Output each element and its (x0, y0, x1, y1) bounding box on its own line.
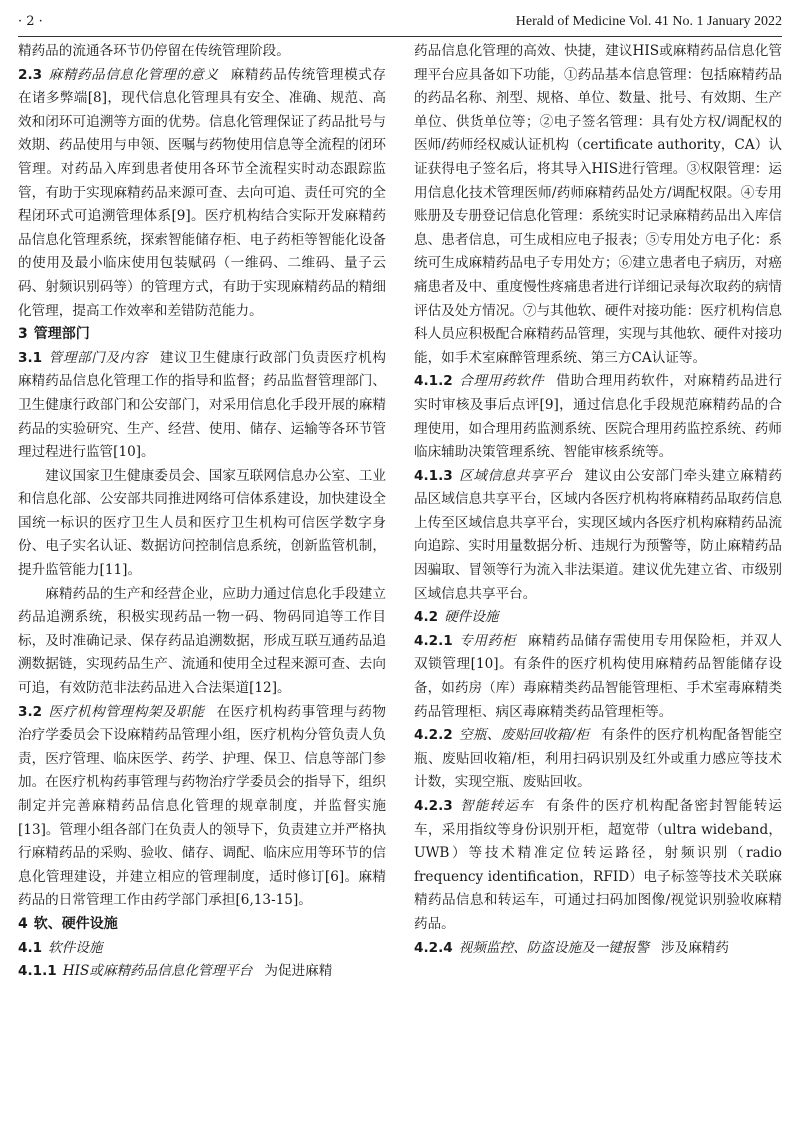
section-heading (18, 323, 386, 347)
subsection-paragraph (18, 701, 386, 913)
subsection-number: 4.2.4 (414, 939, 453, 956)
subsection-title: HIS或麻精药品信息化管理平台 (62, 963, 253, 980)
subsection-paragraph (414, 630, 782, 724)
left-column (18, 40, 386, 984)
subsection-paragraph (414, 465, 782, 607)
subsection-paragraph (18, 347, 386, 465)
body-paragraph: 药品信息化管理的高效、快捷，建议HIS或麻精药品信息化管理平台应具备如下功能，①药品基本信息管理：包括麻精药品的药品名称、剂型、规格、单位、数量、批号、有效期、生产单位、供货单位等；②电子签名管理：具有处方权/调配权的医师/药师经权威认证机构（certificate authority，CA）认证获得电子签名后，将其导入HIS进行管理。③权限管理：运用信息化技术管理医师/药师麻精药品处方/调配权限。④专用账册及专册登记信息化管理：系统实时记录麻精药品出入库信息、患者信息，可生成相应电子报表；⑤专用处方电子化：系统可生成麻精药品电子专用处方；⑥建立患者电子病历，对癌痛患者及中、重度慢性疼痛患者进行详细记录每次取药的病情评估及处方情况。⑦与其他软、硬件对接功能：医疗机构信息科人员应积极配合麻精药品管理，实现与其他软、硬件对接功能，如手术室麻醉管理系统、第三方CA认证等。 (414, 43, 782, 366)
subsection-paragraph (18, 937, 386, 961)
subsection-number: 3.1 (18, 349, 43, 366)
subsection-title: 软件设施 (48, 939, 103, 956)
paragraph-text: 建议由公安部门牵头建立麻精药品区域信息共享平台，区域内各医疗机构将麻精药品取药信息上传至区域信息共享平台，实现区域内各医疗机构麻精药品流向追踪、实时用量数据分析、违规行为预警等，防止麻精药品因骗取、冒领等行为流入非法渠道。建议优先建立省、市级别区域信息共享平台。 (414, 467, 783, 602)
section-heading (18, 913, 386, 937)
subsection-title: 视频监控、防盗设施及一键报警 (458, 939, 650, 956)
paragraph-text: 为促进麻精 (264, 963, 333, 980)
subsection-paragraph (18, 960, 386, 984)
subsection-title: 空瓶、废贴回收箱/柜 (458, 727, 590, 744)
section-number: 4 (18, 915, 28, 932)
subsection-number: 4.2.3 (414, 798, 453, 814)
subsection-number: 4.2.1 (414, 632, 453, 649)
header-rule (18, 36, 782, 37)
subsection-paragraph (18, 64, 386, 324)
subsection-title: 智能转运车 (458, 798, 535, 814)
subsection-title: 管理部门及内容 (48, 349, 148, 366)
paragraph-text: 麻精药品储存需使用专用保险柜，并双人双锁管理[10]。有条件的医疗机构使用麻精药品智能储存设备，如药房（库）毒麻精类药品智能管理柜、手术室毒麻精类药品管理柜、病区毒麻精类药品管理柜等。 (414, 632, 783, 720)
section-title: 管理部门 (33, 326, 90, 343)
subsection-paragraph (414, 370, 782, 464)
body-paragraph: 建议国家卫生健康委员会、国家互联网信息办公室、工业和信息化部、公安部共同推进网络可信体系建设，加快建设全国统一标识的医疗卫生人员和医疗卫生机构可信医学数字身份、电子实名认证、数据访问控制信息系统，创新监管机制，提升监管能力[11]。 (18, 467, 386, 579)
subsection-number: 4.1.2 (414, 373, 453, 390)
body-paragraph: 精药品的流通各环节仍停留在传统管理阶段。 (18, 43, 290, 59)
subsection-paragraph (414, 724, 782, 795)
section-number: 3 (18, 326, 28, 343)
page-number: · 2 · (18, 14, 43, 29)
subsection-title: 医疗机构管理构架及职能 (48, 703, 205, 720)
subsection-number: 4.2.2 (414, 727, 453, 744)
paragraph-text: 在医疗机构药事管理与药物治疗学委员会下设麻精药品管理小组，医疗机构分管负责人负责，医疗管理、临床医学、药学、护理、保卫、信息等部门参加。在医疗机构药事管理与药物治疗学委员会的指导下，组织制定并完善麻精药品信息化管理的规章制度，并监督实施[13]。管理小组各部门在负责人的领导下，负责建立并严格执行麻精药品的采购、验收、储存、调配、临床应用等环节的信息化管理建设，并建立相应的管理制度，适时修订[6]。麻精药品的日常管理工作由药学部门承担[6,13-15]。 (18, 703, 387, 909)
subsection-number: 3.2 (18, 703, 43, 720)
subsection-number: 4.1.1 (18, 963, 57, 980)
paragraph-text: 麻精药品传统管理模式存在诸多弊端[8]，现代信息化管理具有安全、准确、规范、高效和闭环可追溯等方面的优势。信息化管理保证了药品批号与效期、药品使用与申领、医嘱与药物使用信息等全流程的闭环管理。对药品入库到患者使用各环节全流程实时动态跟踪监管，有助于实现麻精药品来源可查、去向可追、责任可究的全程闭环式可追溯管理体系[9]。医疗机构结合实际开发麻精药品信息化管理系统，探索智能储存柜、电子药柜等智能化设备的使用及最小临床使用包装赋码（一维码、二维码、量子云码、射频识别码等）的管理方式，有助于实现麻精药品的精细化管理，提高工作效率和差错防范能力。 (18, 66, 387, 319)
journal-citation: Herald of Medicine Vol. 41 No. 1 January 2022 (515, 14, 782, 29)
section-title: 软、硬件设施 (33, 915, 118, 932)
subsection-paragraph (414, 606, 782, 630)
paragraph-text: 建议卫生健康行政部门负责医疗机构麻精药品信息化管理工作的指导和监督；药品监督管理部门、卫生健康行政部门和公安部门，对采用信息化手段开展的麻精药品的实验研究、生产、经营、使用、储存、运输等各环节管理过程进行监管[10]。 (18, 349, 386, 461)
subsection-number: 2.3 (18, 66, 43, 83)
paragraph-text: 借助合理用药软件，对麻精药品进行实时审核及事后点评[9]，通过信息化手段规范麻精药品的合理使用，如合理用药监测系统、医院合理用药监控系统、药师临床辅助决策管理系统、智能审核系统等。 (414, 373, 783, 461)
paragraph-text: 有条件的医疗机构配备智能空瓶、废贴回收箱/柜，利用扫码识别及红外或重力感应等技术计数，实现空瓶、废贴回收。 (414, 727, 782, 791)
body-paragraph: 麻精药品的生产和经营企业，应助力通过信息化手段建立药品追溯系统，积极实现药品一物一码、物码同追等工作目标，及时准确记录、保存药品追溯数据，形成互联互通药品追溯数据链，实现药品生产、流通和使用全过程来源可查、去向可追，有效防范非法药品进入合法渠道[12]。 (18, 585, 386, 697)
subsection-paragraph (414, 937, 782, 961)
subsection-paragraph (414, 795, 782, 937)
subsection-title: 专用药柜 (458, 632, 516, 649)
subsection-title: 合理用药软件 (458, 373, 545, 390)
subsection-number: 4.1 (18, 939, 43, 956)
right-column (414, 40, 782, 960)
paragraph-text: 涉及麻精药 (661, 939, 729, 956)
subsection-title: 硬件设施 (444, 609, 499, 626)
subsection-number: 4.2 (414, 609, 439, 626)
paragraph-text: 有条件的医疗机构配备密封智能转运车，采用指纹等身份识别开柜，超宽带（ultra wideband，UWB）等技术精准定位转运路径，射频识别（radio frequency identification，RFID）电子标签等技术关联麻精药品信息和转运车，可通过扫码加图像/视觉识别验收麻精药品。 (414, 798, 782, 932)
subsection-title: 麻精药品信息化管理的意义 (48, 66, 219, 83)
subsection-number: 4.1.3 (414, 467, 453, 484)
subsection-title: 区域信息共享平台 (458, 467, 573, 484)
running-header (18, 12, 782, 34)
